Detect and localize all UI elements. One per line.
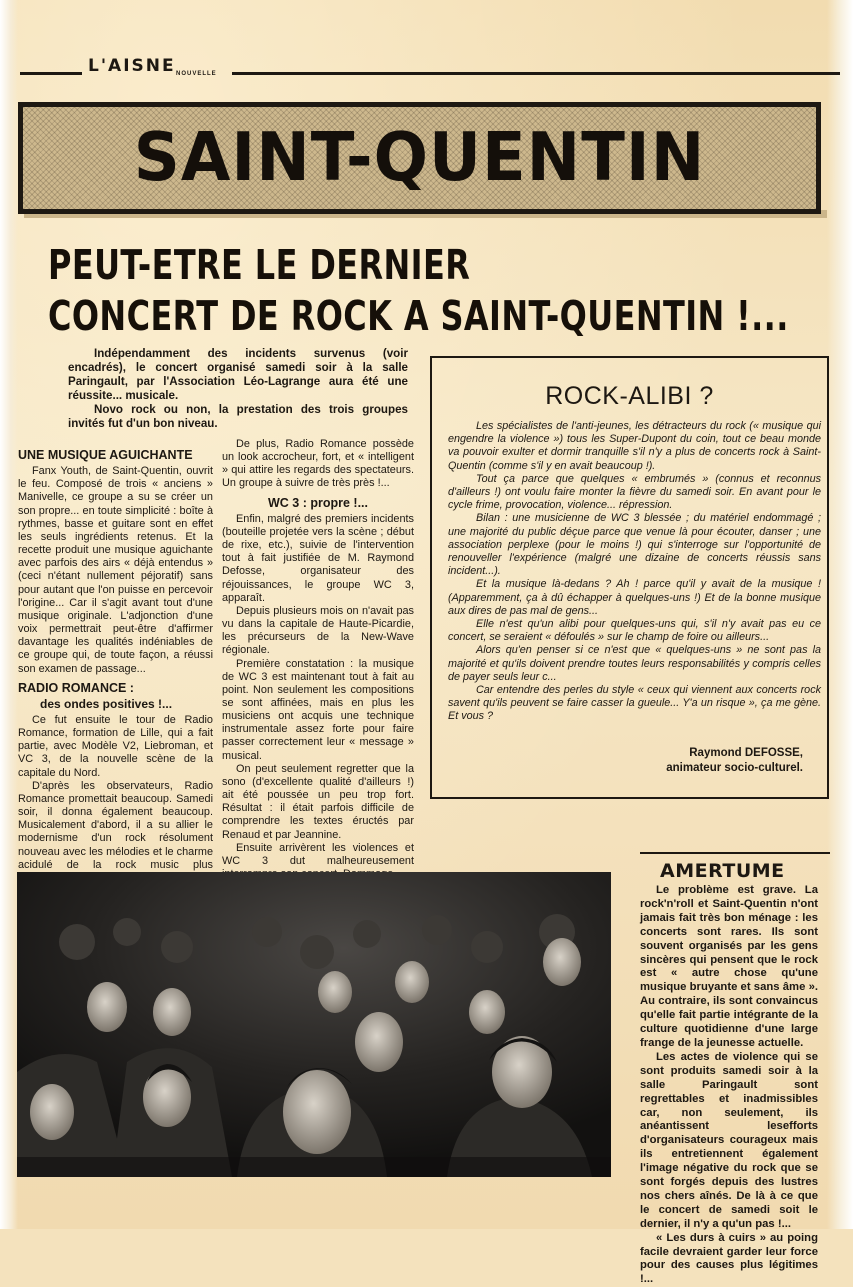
column-paragraph: Ensuite arrivèrent les violences et WC 3 dut malheureusement (222, 841, 414, 867)
subheading-ondes-positives: des ondes positives !... (40, 696, 173, 711)
signature-role: animateur socio-culturel. (666, 762, 803, 774)
column-paragraph: D'après les observateurs, Radio Romance promettait beaucoup. Samedi soir, il donna également beaucoup. Musicalement d'abord, il a su allier le modernisme d'un rock résolument nouveau avec les mélodies et le charme acidulé de la rock music plus (18, 779, 213, 871)
article-column-2 (222, 438, 414, 881)
subheading-musique-aguichante: UNE MUSIQUE AGUICHANTE (18, 448, 193, 462)
concert-crowd-photo (17, 872, 611, 1177)
masthead-subtitle: NOUVELLE (176, 71, 217, 77)
subheading-wc3-propre: WC 3 : propre !... (268, 495, 368, 510)
masthead-rule-right (232, 72, 840, 75)
box-paragraph: Bilan : une musicienne de WC 3 blessée ; du matériel endommagé ; une majorité du public déçue parce que venue là pour écouter, danser ; une association perplexe (pour le moins !) qui s'interroge sur l'opportunité de renouveller l'expérience (malgré une dizaine de concerts réussis sans incident...). (448, 512, 821, 578)
box-paragraph: Les spécialistes de l'anti-jeunes, les détracteurs du rock (« musique qui engendre la violence ») tous les Super-Dupont du coin, tout ce beau monde va pouvoir exulter et dormir tranquille s'il n'y a plus de concerts rock à Saint-Quentin (comme s'il y en avait beaucoup !). (448, 420, 821, 472)
box-body (448, 420, 821, 724)
amertume-column (640, 884, 818, 1287)
column-paragraph: Depuis plusieurs mois on n'avait pas vu dans la capitale de Haute-Picardie, les précurseurs de la New-Wave régionale. (222, 604, 414, 657)
box-paragraph: Tout ça parce que quelques « embrumés » (connus et reconnus d'ailleurs !) ont voulu faire monter la fièvre du samedi soir. En avant pour le cycle frime, provocation, violence... répression. (448, 472, 821, 512)
article-headline (48, 240, 789, 342)
column-paragraph: Enfin, malgré des premiers incidents (bouteille projetée vers la scène ; début de rixe, etc.), suivie de l'intervention tout à fait justifiée de M. Raymond Defosse, organisateur des réjouissances, le groupe WC 3, apparaît. (222, 512, 414, 604)
box-paragraph: Elle n'est qu'un alibi pour quelques-uns qui, s'il n'y avait pas eu ce concert, se seraient « défoulés » sur le champ de foire ou ailleurs... (448, 618, 821, 644)
masthead-name: L'AISNE (88, 56, 176, 76)
amertume-paragraph: Les actes de violence qui se sont produits samedi soir à la salle Paringault sont regrettables et inadmissibles car, non seulement, ils anéantissent lesefforts d'organisateurs courageux mais ils entretiennent également l'image négative du rock que se sont forgés depuis des lustres nos chers aînés. De là à ce que le concert de samedi soit le dernier, il n'y a qu'un pas !... (640, 1050, 818, 1230)
intro-paragraph: Indépendamment des incidents survenus (voir encadrés), le concert organisé samedi soir à la salle Paringault, par l'Association Léo-Lagrange aura été une réussite... musicale. (68, 347, 408, 402)
page-edge-left (0, 0, 18, 1229)
masthead-rule-left (20, 72, 82, 75)
amertume-title: AMERTUME (660, 860, 785, 882)
subheading-radio-romance: RADIO ROMANCE : (18, 680, 134, 695)
banner-title: SAINT-QUENTIN (133, 119, 706, 197)
box-paragraph: Et la musique là-dedans ? Ah ! parce qu'il y avait de la musique ! (Apparemment, ça à dû échapper à quelques-uns !) Et de la bonne musique aux dires de pas mal de gens... (448, 578, 821, 617)
section-banner (18, 102, 821, 214)
box-signature (666, 746, 803, 776)
column-paragraph: De plus, Radio Romance possède un look accrocheur, fort, et « intelligent » qui attire les regards des spectateurs. Un groupe à suivre de très près !... (222, 438, 414, 490)
headline-line-1: PEUT-ETRE LE DERNIER (48, 241, 471, 289)
amertume-rule (640, 852, 830, 854)
article-column-1 (18, 445, 213, 885)
column-paragraph: Première constatation : la musique de WC 3 est maintenant tout à fait au point. Non seulement les compositions se sont affinées, mais en plus les musiciens ont acquis une technique instrumentale assez forte pour faire passer correctement leur « message » musical. (222, 657, 414, 762)
headline-line-2: CONCERT DE ROCK A SAINT-QUENTIN !... (48, 292, 789, 340)
box-paragraph: Alors qu'en penser si ce n'est que « quelques-uns » ne sont pas la majorité et qu'ils doivent prendre toutes leurs responsabilités y compris celles de payer seuls leur c... (448, 644, 821, 683)
box-title: ROCK-ALIBI ? (545, 382, 714, 410)
column-paragraph: Fanx Youth, de Saint-Quentin, ouvrit le feu. Composé de trois « anciens » Manivelle, ce groupe a su se créer un son propre... en toute simplicité : boîte à rythmes, basse et guitare sont en effet les seuls ingrédients retenus. Et la recette produit une musique aguichante avec parfois des airs « déjà entendus » (ceci n'étant nullement péjoratif) sans pour autant que l'on puisse en percevoir l'origine... Car il s'agit avant tout d'une musique originale. L'adjonction d'une voix permettrait peut-être d'affirmer davantage les qualités indéniables de ce groupe qui, de toute façon, a réussi son examen de passage... (18, 465, 213, 675)
box-paragraph: Car entendre des perles du style « ceux qui viennent aux concerts rock savent qu'ils peuvent se faire casser la gueule... Y'a un risque », ça me gène. Et vous ? (448, 684, 821, 723)
signature-name: Raymond DEFOSSE, (689, 747, 803, 759)
amertume-paragraph: « Les durs à cuirs » au poing facile devraient garder leur force pour des causes plus légitimes !... (640, 1231, 818, 1286)
masthead (20, 52, 840, 82)
crowd-photo-image (17, 872, 611, 1177)
intro-paragraph: Novo rock ou non, la prestation des trois groupes invités fut d'un bon niveau. (68, 403, 408, 430)
page-edge-right (827, 0, 853, 1229)
column-paragraph: Ce fut ensuite le tour de Radio Romance, formation de Lille, qui a fait partie, avec Modèle V2, Liebroman, et VC 3, de la nouvelle scène de la capitale du Nord. (18, 713, 213, 779)
rock-alibi-box (430, 356, 829, 799)
amertume-paragraph: Le problème est grave. La rock'n'roll et Saint-Quentin n'ont jamais fait très bon ménage : les concerts sont rares. Ils sont souvent organisés par les gens sincères qui pensent que le rock est « autre chose qu'une musique bruyante et sans âme ». Au contraire, ils sont convaincus qu'elle fait partie intégrante de la culture quotidienne d'une large frange de la jeunesse actuelle. (640, 884, 818, 1049)
column-paragraph: On peut seulement regretter que la sono (d'excellente qualité d'ailleurs !) ait été poussée un peu trop fort. Résultat : il était parfois difficile de comprendre les textes éructés par Renaud et par Jeannine. (222, 762, 414, 841)
article-intro (68, 347, 408, 431)
